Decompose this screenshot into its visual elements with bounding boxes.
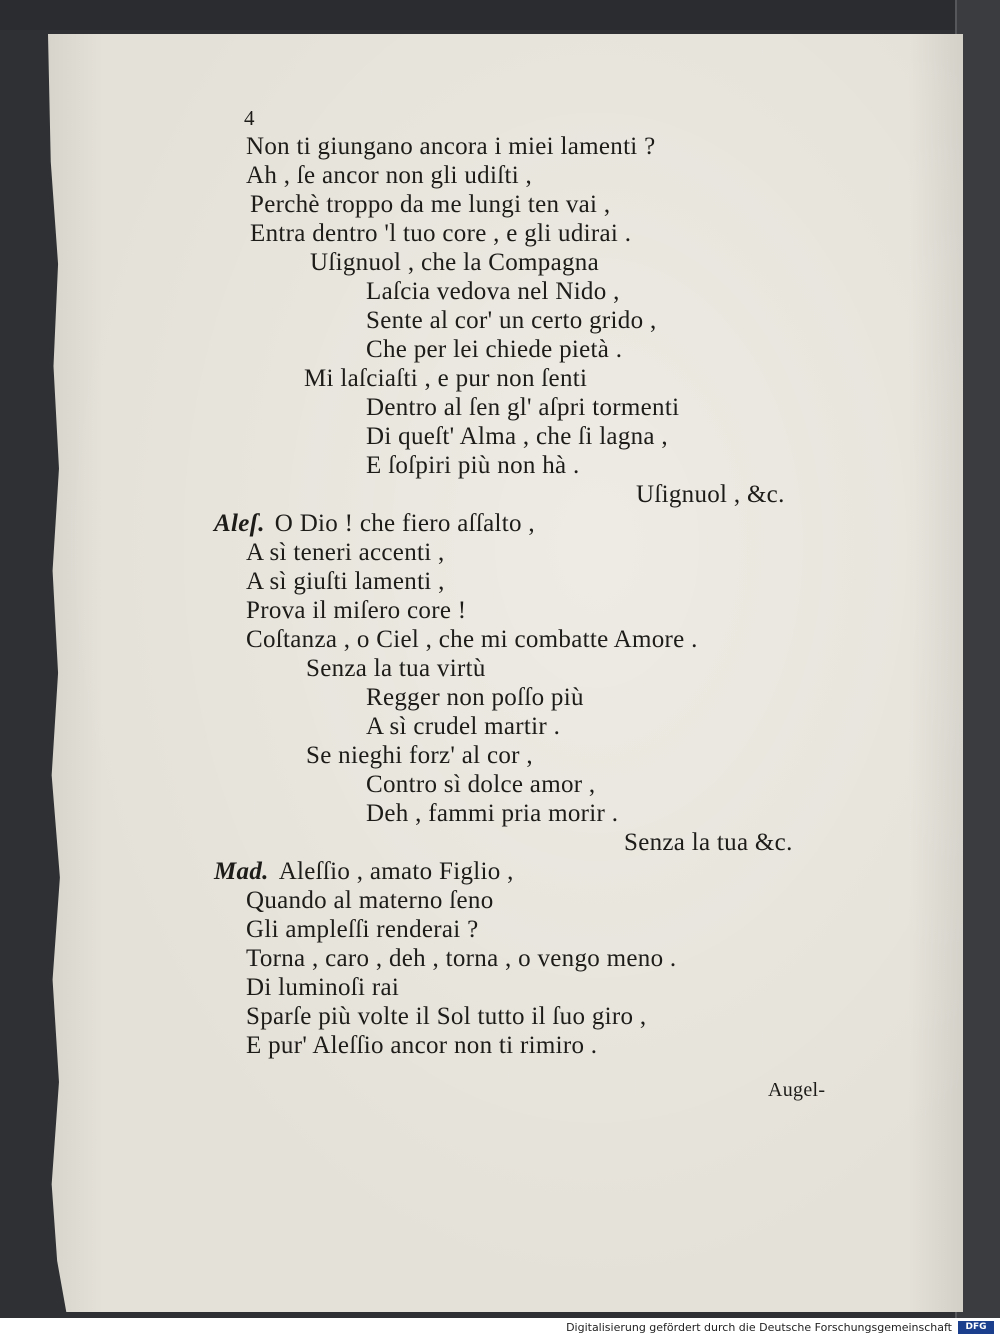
verse-line bbox=[246, 132, 656, 161]
verse-line bbox=[246, 625, 698, 654]
verse-line bbox=[624, 828, 793, 857]
verse-line bbox=[246, 596, 466, 625]
line-text: Prova il miſero core ! bbox=[246, 597, 467, 624]
line-text: Di luminoſi rai bbox=[246, 974, 400, 1001]
verse-line bbox=[366, 335, 622, 364]
line-text: Contro sì dolce amor , bbox=[366, 771, 596, 798]
verse-line bbox=[246, 1002, 646, 1031]
verse-line bbox=[306, 741, 533, 770]
line-text: Laſcia vedova nel Nido , bbox=[366, 278, 620, 305]
line-text: Se nieghi forz' al cor , bbox=[306, 742, 533, 769]
line-text: O Dio ! che fiero aſſalto , bbox=[274, 510, 535, 537]
verse-line bbox=[366, 451, 580, 480]
line-text: Gli ampleſſi renderai ? bbox=[246, 916, 479, 943]
scanner-background bbox=[0, 0, 1000, 30]
line-text: Perchè troppo da me lungi ten vai , bbox=[250, 191, 611, 218]
line-text: Entra dentro 'l tuo core , e gli udirai . bbox=[250, 220, 632, 247]
line-text: Uſignuol , &c. bbox=[636, 481, 785, 508]
line-text: Sente al cor' un certo grido , bbox=[366, 307, 657, 334]
verse-line bbox=[366, 799, 618, 828]
line-text: A sì teneri accenti , bbox=[246, 539, 445, 566]
verse-line bbox=[366, 306, 657, 335]
catchword: Augel- bbox=[768, 1079, 826, 1101]
line-text: Mi laſciaſti , e pur non ſenti bbox=[304, 365, 588, 392]
dfg-logo-icon: DFG bbox=[958, 1321, 994, 1334]
line-text: E ſoſpiri più non hà . bbox=[366, 452, 580, 479]
speaker-label: Aleſ. bbox=[214, 510, 265, 537]
verse-line bbox=[246, 944, 676, 973]
line-text: Non ti giungano ancora i miei lamenti ? bbox=[246, 133, 656, 160]
verse-line bbox=[250, 219, 631, 248]
verse-line bbox=[366, 422, 668, 451]
line-text: Torna , caro , deh , torna , o vengo meno . bbox=[246, 945, 677, 972]
line-text: A sì giuſti lamenti , bbox=[246, 568, 445, 595]
verse-line bbox=[246, 567, 445, 596]
footer-credit: Digitalisierung gefördert durch die Deutsche Forschungsgemeinschaft bbox=[566, 1321, 952, 1334]
verse-line bbox=[366, 683, 584, 712]
verse-line bbox=[366, 277, 620, 306]
verse-line bbox=[636, 480, 785, 509]
verse-line bbox=[246, 886, 494, 915]
verse-line bbox=[366, 393, 679, 422]
verse-line bbox=[310, 248, 599, 277]
line-text: Aleſſio , amato Figlio , bbox=[278, 858, 514, 885]
line-text: Dentro al ſen gl' aſpri tormenti bbox=[366, 394, 680, 421]
verse-line bbox=[246, 915, 479, 944]
line-text: Senza la tua virtù bbox=[306, 655, 486, 682]
footer-bar bbox=[0, 1318, 1000, 1338]
speaker-label: Mad. bbox=[214, 858, 269, 885]
line-text: Ah , ſe ancor non gli udiſti , bbox=[246, 162, 533, 189]
verse-line bbox=[366, 712, 560, 741]
line-text: E pur' Aleſſio ancor non ti rimiro . bbox=[246, 1032, 598, 1059]
page-number: 4 bbox=[244, 106, 255, 130]
verse-line bbox=[214, 509, 535, 538]
verse-line bbox=[306, 654, 486, 683]
verse-line bbox=[304, 364, 587, 393]
line-text: Che per lei chiede pietà . bbox=[366, 336, 623, 363]
line-text: Sparſe più volte il Sol tutto il ſuo giro , bbox=[246, 1003, 647, 1030]
verse-line bbox=[246, 1031, 597, 1060]
verse-line bbox=[246, 973, 399, 1002]
line-text: Quando al materno ſeno bbox=[246, 887, 494, 914]
verse-line bbox=[214, 857, 514, 886]
verse-line bbox=[246, 161, 532, 190]
line-text: Regger non poſſo più bbox=[366, 684, 584, 711]
line-text: Deh , fammi pria morir . bbox=[366, 800, 619, 827]
line-text: Coſtanza , o Ciel , che mi combatte Amore . bbox=[246, 626, 698, 653]
verse-line bbox=[246, 538, 445, 567]
line-text: Uſignuol , che la Compagna bbox=[310, 249, 599, 276]
line-text: A sì crudel martir . bbox=[366, 713, 561, 740]
verse-line bbox=[250, 190, 610, 219]
line-text: Di queſt' Alma , che ſi lagna , bbox=[366, 423, 668, 450]
verse-line bbox=[366, 770, 595, 799]
line-text: Senza la tua &c. bbox=[624, 829, 793, 856]
